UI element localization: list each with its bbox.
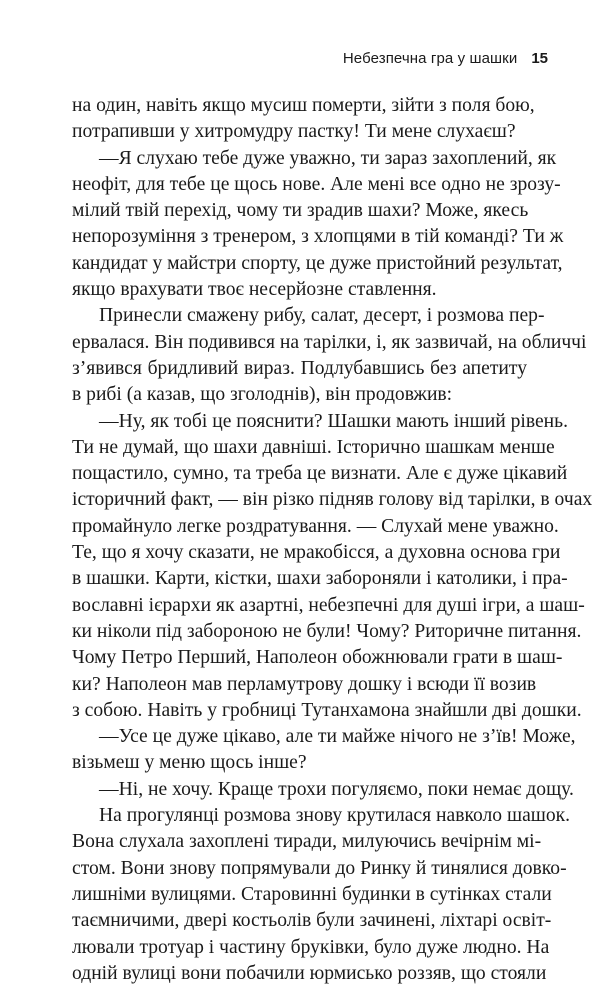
text-line: —Я слухаю тебе дуже уважно, ти зараз захоплений, як — [99, 147, 557, 169]
text-line: На прогулянці розмова знову крутилася навколо шашок. — [99, 805, 571, 827]
text-line: —Ні, не хочу. Краще трохи погуляємо, поки немає дощу. — [99, 778, 574, 800]
text-line: ки? Наполеон мав перламутрову дошку і всюди її возив — [72, 673, 537, 695]
text-line: з собою. Навіть у гробниці Тутанхамона знайшли дві дошки. — [72, 699, 582, 721]
text-line: мілий твій перехід, чому ти зрадив шахи? Може, якесь — [72, 200, 529, 222]
body-text — [72, 93, 593, 987]
text-line: промайнуло легке роздратування. — Слухай мене уважно. — [72, 515, 559, 537]
text-line: якщо врахувати твоє несерйозне ставлення. — [72, 279, 437, 301]
text-line: одній вулиці вони побачили юрмисько роззяв, що стояли — [72, 962, 547, 984]
text-line: Вона слухала захоплені тиради, милуючись вечірнім мі- — [72, 831, 542, 853]
text-line: візьмеш у меню щось інше? — [72, 752, 307, 774]
running-title: Небезпечна гра у шашки — [342, 50, 518, 67]
text-line: —Усе це дуже цікаво, але ти майже нічого не з’їв! Може, — [99, 726, 576, 748]
text-line: в рибі (а казав, що зголоднів), він продовжив: — [72, 384, 453, 406]
text-line: потрапивши у хитромудру пастку! Ти мене слухаєш? — [72, 121, 516, 143]
text-line: лишніми вулицями. Старовинні будинки в сутінках стали — [72, 883, 552, 905]
running-header — [343, 50, 548, 67]
text-line: ки ніколи під забороною не були! Чому? Риторичне питання. — [72, 620, 582, 642]
text-line: стом. Вони знову попрямували до Ринку й тинялися довко- — [72, 857, 567, 879]
text-line: Те, що я хочу сказати, не мракобісся, а духовна основа гри — [72, 542, 561, 564]
text-line: таємничими, двері костьолів були зачинені, ліхтарі освіт- — [72, 910, 552, 932]
text-line: історичний факт, — він різко підняв голову від тарілки, в очах — [72, 489, 593, 511]
text-line: ервалася. Він подивився на тарілки, і, як зазвичай, на обличчі — [72, 331, 587, 353]
text-line: непорозуміння з тренером, з хлопцями в тій команді? Ти ж — [72, 226, 564, 248]
text-line: —Ну, як тобі це пояснити? Шашки мають інший рівень. — [99, 410, 569, 432]
text-line: вославні ієрархи як азартні, небезпечні для душі ігри, а шаш- — [72, 594, 585, 616]
text-line: Принесли смажену рибу, салат, десерт, і розмова пер- — [99, 305, 545, 327]
text-line: на один, навіть якщо мусиш померти, зійти з поля бою, — [72, 95, 535, 116]
text-line: Чому Петро Перший, Наполеон обожнювали грати в шаш- — [72, 647, 563, 669]
text-line: кандидат у майстри спорту, це дуже пристойний результат, — [72, 252, 563, 274]
text-line: неофіт, для тебе це щось нове. Але мені все одно не зрозу- — [72, 173, 561, 195]
text-line: в шашки. Карти, кістки, шахи забороняли і католики, і пра- — [72, 568, 568, 590]
text-line: пощастило, сумно, та треба це визнати. Але є дуже цікавий — [72, 463, 568, 485]
text-line: з’явився бридливий вираз. Подлубавшись без апетиту — [72, 357, 527, 379]
text-line: лювали тротуар і частину бруківки, було дуже людно. На — [72, 936, 550, 958]
page-number: 15 — [531, 50, 548, 67]
text-line: Ти не думай, що шахи давніші. Історично шашкам менше — [72, 436, 555, 458]
